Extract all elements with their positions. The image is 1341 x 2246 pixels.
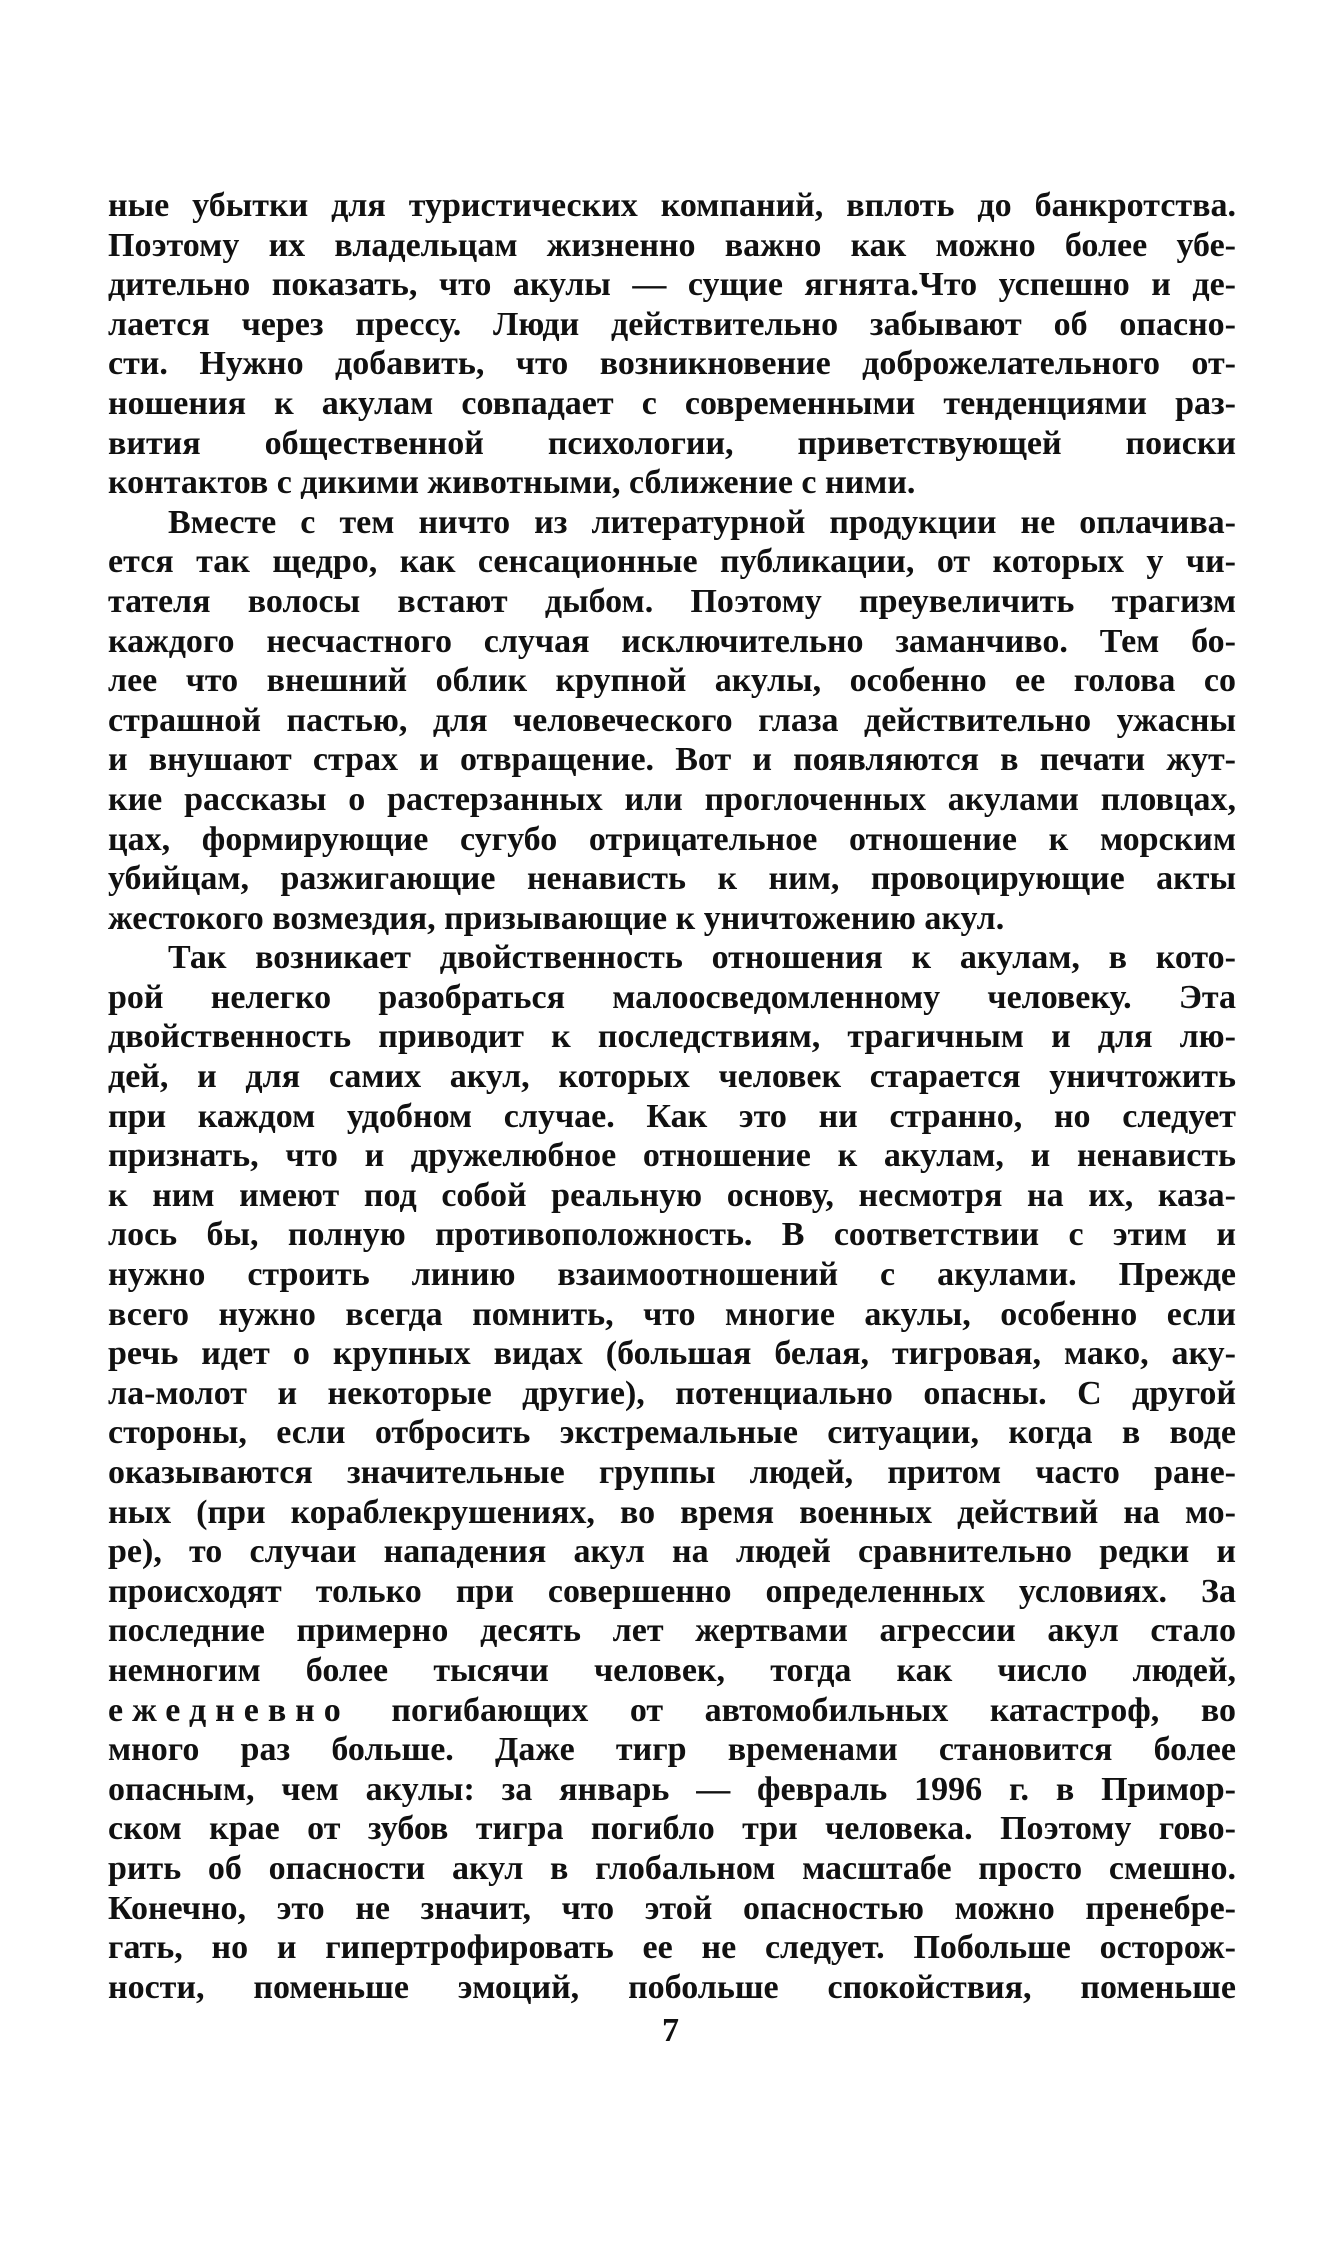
text-line: убийцам, разжигающие ненависть к ним, провоцирующие акты (108, 860, 1236, 898)
text-line: кие рассказы о растерзанных или проглоченных акулами пловцах, (108, 780, 1236, 818)
text-line: при каждом удобном случае. Как это ни странно, но следует (108, 1097, 1236, 1135)
text-line: лось бы, полную противоположность. В соответствии с этим и (108, 1216, 1236, 1254)
text-line: жестокого возмездия, призывающие к уничтожению акул. (108, 899, 1005, 937)
text-line: ности, поменьше эмоций, побольше спокойствия, поменьше (108, 1968, 1236, 2006)
text-line: лее что внешний облик крупной акулы, особенно ее голова со (108, 662, 1236, 700)
text-line: дей, и для самих акул, которых человек старается уничтожить (108, 1058, 1236, 1096)
text-line: контактов с дикими животными, сближение с ними. (108, 464, 916, 502)
text-line: тателя волосы встают дыбом. Поэтому преувеличить трагизм (108, 582, 1236, 620)
text-line: нужно строить линию взаимоотношений с акулами. Прежде (108, 1256, 1236, 1294)
text-line: оказываются значительные группы людей, притом часто ране- (108, 1454, 1236, 1491)
text-line-remainder: погибающих от автомобильных катастроф, во (391, 1691, 1236, 1729)
text-line: ных (при кораблекрушениях, во время военных действий на мо- (108, 1493, 1236, 1531)
text-line: Конечно, это не значит, что этой опасностью можно пренебре- (108, 1889, 1236, 1927)
text-line-spaced (108, 1691, 1236, 1731)
text-line: каждого несчастного случая исключительно заманчиво. Тем бо- (108, 622, 1236, 660)
text-line: вития общественной психологии, приветствующей поиски (108, 424, 1236, 462)
text-line: Вместе с тем ничто из литературной продукции не оплачива- (168, 503, 1236, 541)
text-line: ется так щедро, как сенсационные публикации, от которых у чи- (108, 543, 1236, 581)
text-line: стороны, если отбросить экстремальные ситуации, когда в воде (108, 1414, 1236, 1452)
text-line: гать, но и гипертрофировать ее не следует. Побольше осторож- (108, 1929, 1236, 1967)
text-line: ношения к акулам совпадает с современными тенденциями раз- (108, 384, 1236, 422)
text-line: рить об опасности акул в глобальном масштабе просто смешно. (108, 1849, 1236, 1887)
text-line: последние примерно десять лет жертвами агрессии акул стало (108, 1612, 1236, 1650)
text-line: происходят только при совершенно определенных условиях. За (108, 1572, 1236, 1610)
text-line: лается через прессу. Люди действительно забывают об опасно- (108, 305, 1236, 343)
text-line: Поэтому их владельцам жизненно важно как можно более убе- (108, 226, 1236, 264)
text-line: дительно показать, что акулы — сущие ягнята.Что успешно и де- (108, 266, 1236, 304)
text-line: Так возникает двойственность отношения к акулам, в кото- (168, 939, 1236, 977)
text-line: ла-молот и некоторые другие), потенциально опасны. С другой (108, 1374, 1236, 1412)
text-line: всего нужно всегда помнить, что многие акулы, особенно если (108, 1295, 1236, 1333)
text-line: рой нелегко разобраться малоосведомленному человеку. Эта (108, 978, 1236, 1016)
page-number: 7 (662, 2012, 679, 2049)
text-line: и внушают страх и отвращение. Вот и появляются в печати жут- (108, 741, 1236, 779)
body-text (108, 186, 1236, 2007)
text-line: ные убытки для туристических компаний, вплоть до банкротства. (108, 187, 1236, 224)
text-line: к ним имеют под собой реальную основу, несмотря на их, каза- (108, 1176, 1236, 1214)
text-line: ре), то случаи нападения акул на людей сравнительно редки и (108, 1533, 1236, 1571)
text-line: сти. Нужно добавить, что возникновение доброжелательного от- (108, 345, 1236, 383)
text-line: немногим более тысячи человек, тогда как число людей, (108, 1651, 1236, 1689)
text-line: опасным, чем акулы: за январь — февраль 1996 г. в Примор- (108, 1770, 1236, 1808)
text-line: двойственность приводит к последствиям, трагичным и для лю- (108, 1018, 1236, 1056)
text-line: ском крае от зубов тигра погибло три человека. Поэтому гово- (108, 1810, 1236, 1848)
text-line: цах, формирующие сугубо отрицательное отношение к морским (108, 820, 1236, 858)
text-line: речь идет о крупных видах (большая белая, тигровая, мако, аку- (108, 1335, 1236, 1373)
spaced-emphasis-word: ежедневно (108, 1691, 350, 1729)
text-line: признать, что и дружелюбное отношение к акулам, и ненависть (108, 1137, 1236, 1175)
text-line: много раз больше. Даже тигр временами становится более (108, 1731, 1236, 1769)
text-line: страшной пастью, для человеческого глаза действительно ужасны (108, 701, 1236, 739)
